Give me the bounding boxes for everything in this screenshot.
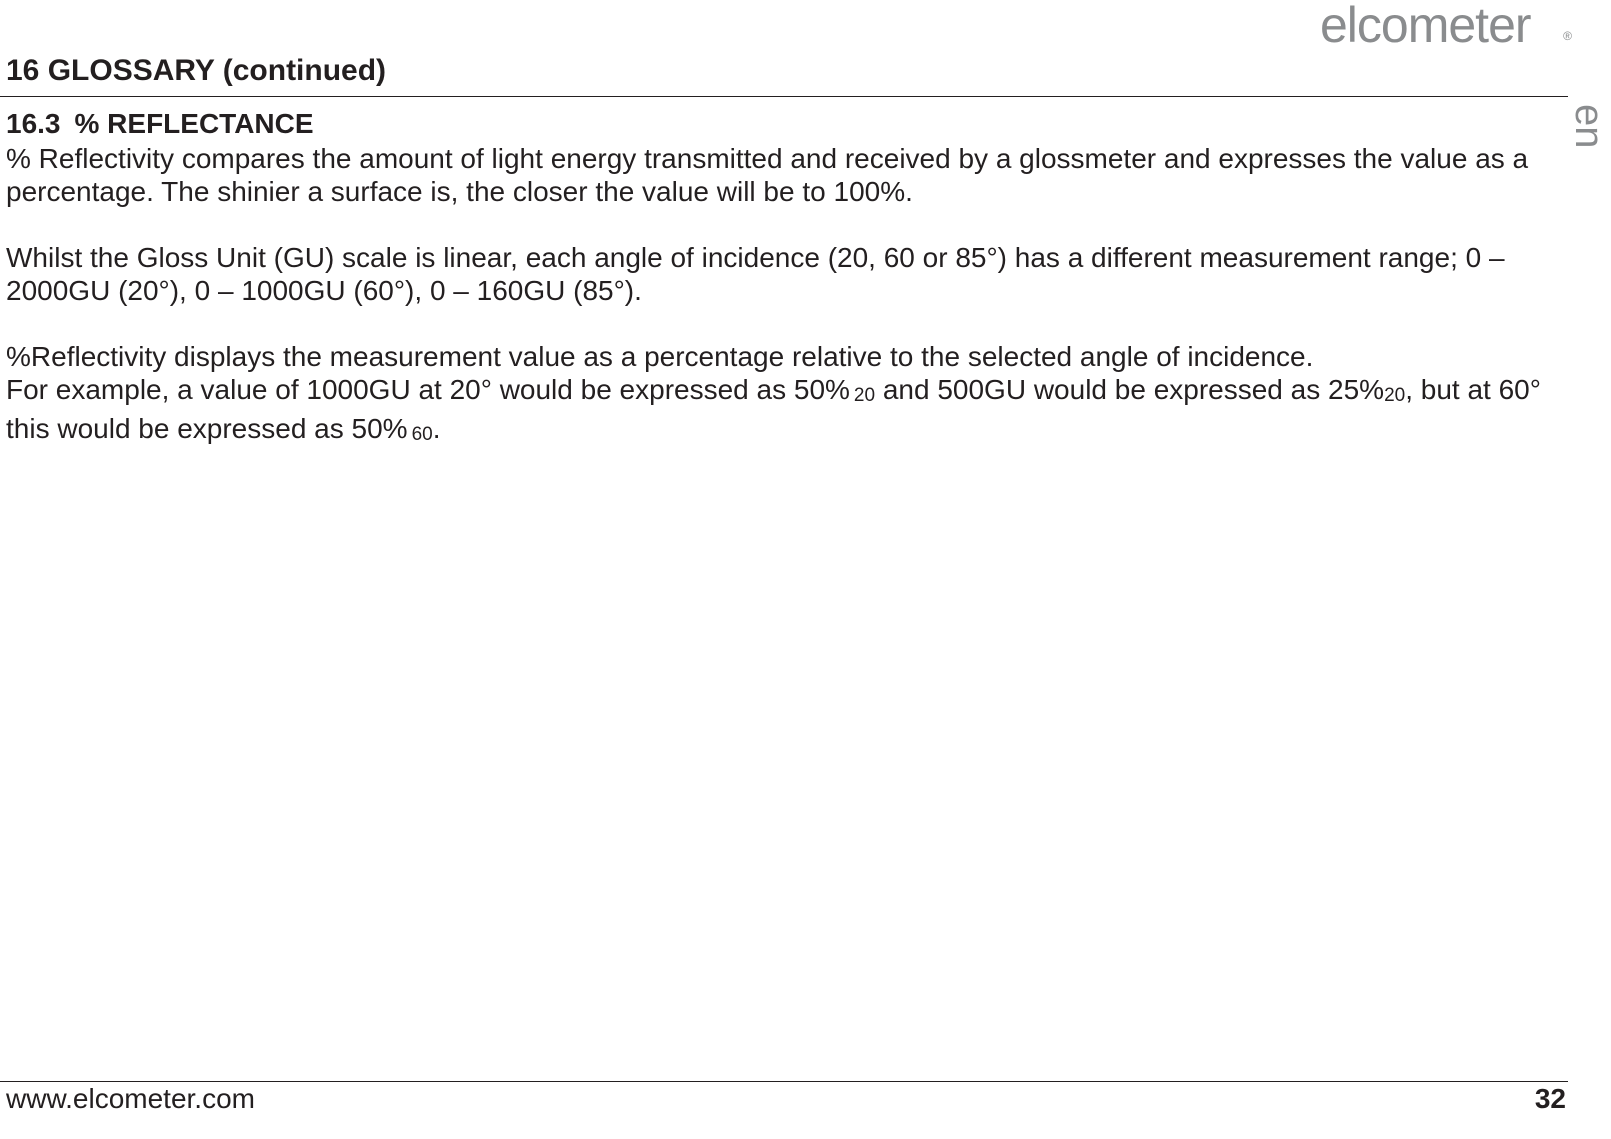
language-tab (1567, 104, 1611, 150)
page-title: 16 GLOSSARY (continued) (6, 54, 387, 87)
paragraph-reflectivity-definition: % Reflectivity compares the amount of light energy transmitted and received by a glossmeter and expresses the value as a percentage. The shinier a surface is, the closer the value will be to 100%. (6, 143, 1529, 207)
section-heading (6, 106, 1546, 142)
paragraph-gloss-unit-scale: Whilst the Gloss Unit (GU) scale is linear, each angle of incidence (20, 60 or 85°) has a different measurement range; 0 – 2000GU (20°), 0 – 1000GU (60°), 0 – 160GU (85°). (6, 242, 1505, 306)
angle-subscript-c: 60 (411, 424, 433, 445)
footer-website-link[interactable]: www.elcometer.com (6, 1083, 255, 1114)
elcometer-logo (1320, 0, 1572, 53)
page-number: 32 (1534, 1083, 1566, 1114)
paragraph-reflectivity-example (6, 340, 1546, 451)
registered-mark: ® (1563, 29, 1572, 43)
example-part-a: For example, a value of 1000GU at 20° would be expressed as 50% (6, 374, 850, 405)
header-divider (0, 96, 1568, 97)
logo-text: elcometer (1320, 0, 1531, 53)
angle-subscript-a: 20 (853, 385, 876, 406)
section-title: % REFLECTANCE (74, 108, 314, 139)
example-text (6, 373, 1546, 451)
example-intro-line: %Reflectivity displays the measurement value as a percentage relative to the selected angle of incidence. (6, 341, 1314, 372)
example-part-c: , but at 60° this would be expressed as 50% (6, 374, 1541, 444)
language-tab-label: en (1567, 104, 1611, 149)
example-part-b: and 500GU would be expressed as 25% (875, 374, 1385, 405)
example-part-d: . (432, 413, 441, 444)
section-content (6, 106, 1546, 451)
angle-subscript-b: 20 (1384, 385, 1406, 406)
section-number: 16.3 (6, 108, 61, 139)
